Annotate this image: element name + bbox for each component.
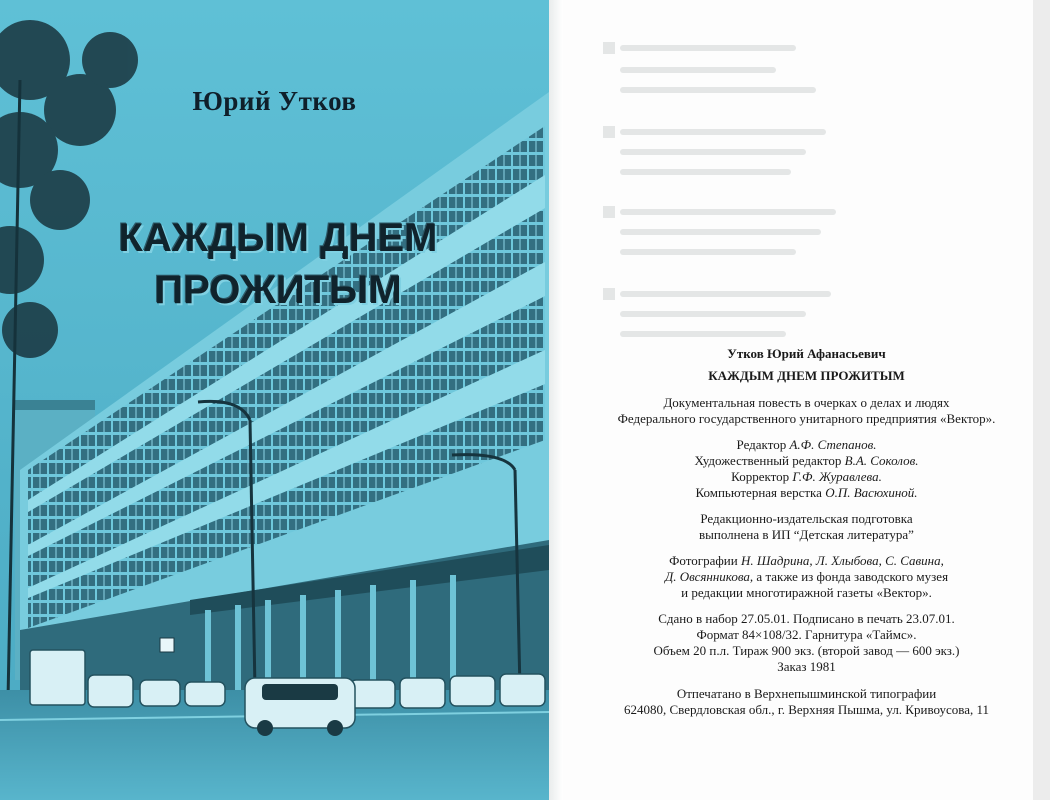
- layout-name: О.П. Васюхиной.: [825, 485, 918, 500]
- art-editor-label: Художественный редактор: [694, 453, 842, 468]
- imprint-print-line-2: Формат 84×108/32. Гарнитура «Таймс».: [696, 627, 917, 642]
- imprint-title: КАЖДЫМ ДНЕМ ПРОЖИТЫМ: [708, 368, 905, 383]
- imprint-print-line-4: Заказ 1981: [777, 659, 836, 674]
- art-editor-name: В.А. Соколов.: [844, 453, 919, 468]
- imprint-art-editor: [563, 453, 1050, 469]
- photo-names-1: Н. Шадрина, Л. Хлыбова, С. Савина,: [740, 553, 944, 568]
- cover-title-line-2: ПРОЖИТЫМ: [154, 268, 402, 312]
- imprint-prep-line-2: выполнена в ИП “Детская литература”: [699, 527, 914, 542]
- imprint-photos-line-1: [563, 553, 1050, 569]
- imprint-editor: [563, 437, 1050, 453]
- editor-name: А.Ф. Степанов.: [789, 437, 877, 452]
- imprint-press-line-1: Отпечатано в Верхнепышминской типографии: [676, 686, 937, 701]
- imprint-block: [563, 346, 1050, 718]
- cover-author: Юрий Утков: [192, 86, 357, 116]
- layout-label: Компьютерная верстка: [695, 485, 822, 500]
- imprint-prep-line-1: Редакционно-издательская подготовка: [700, 511, 913, 526]
- imprint-corrector: [563, 469, 1050, 485]
- imprint-print-line-1: Сдано в набор 27.05.01. Подписано в печать 23.07.01.: [658, 611, 955, 626]
- photo-names-2: Д. Овсянникова,: [664, 569, 754, 584]
- cover-title-line-1: КАЖДЫМ ДНЕМ: [118, 216, 438, 260]
- page-gap: [549, 0, 563, 800]
- imprint-page: [563, 0, 1050, 800]
- corrector-name: Г.Ф. Журавлева.: [792, 469, 882, 484]
- imprint-description-line-1: Документальная повесть в очерках о делах и людях: [663, 395, 950, 410]
- imprint-press-line-2: 624080, Свердловская обл., г. Верхняя Пышма, ул. Кривоусова, 11: [623, 702, 990, 717]
- imprint-photos-line-3: и редакции многотиражной газеты «Вектор».: [681, 585, 932, 600]
- imprint-description-line-2: Федерального государственного унитарного предприятия «Вектор».: [617, 411, 996, 426]
- editor-label: Редактор: [736, 437, 787, 452]
- imprint-photos-line-2: [563, 569, 1050, 585]
- corrector-label: Корректор: [731, 469, 790, 484]
- cover-title: [48, 212, 508, 316]
- imprint-layout: [563, 485, 1050, 501]
- imprint-print-line-3: Объем 20 п.л. Тираж 900 экз. (второй завод — 600 экз.): [653, 643, 960, 658]
- imprint-author: Утков Юрий Афанасьевич: [727, 346, 886, 361]
- photo-line-2-rest: а также из фонда заводского музея: [756, 569, 949, 584]
- photo-label: Фотографии: [669, 553, 738, 568]
